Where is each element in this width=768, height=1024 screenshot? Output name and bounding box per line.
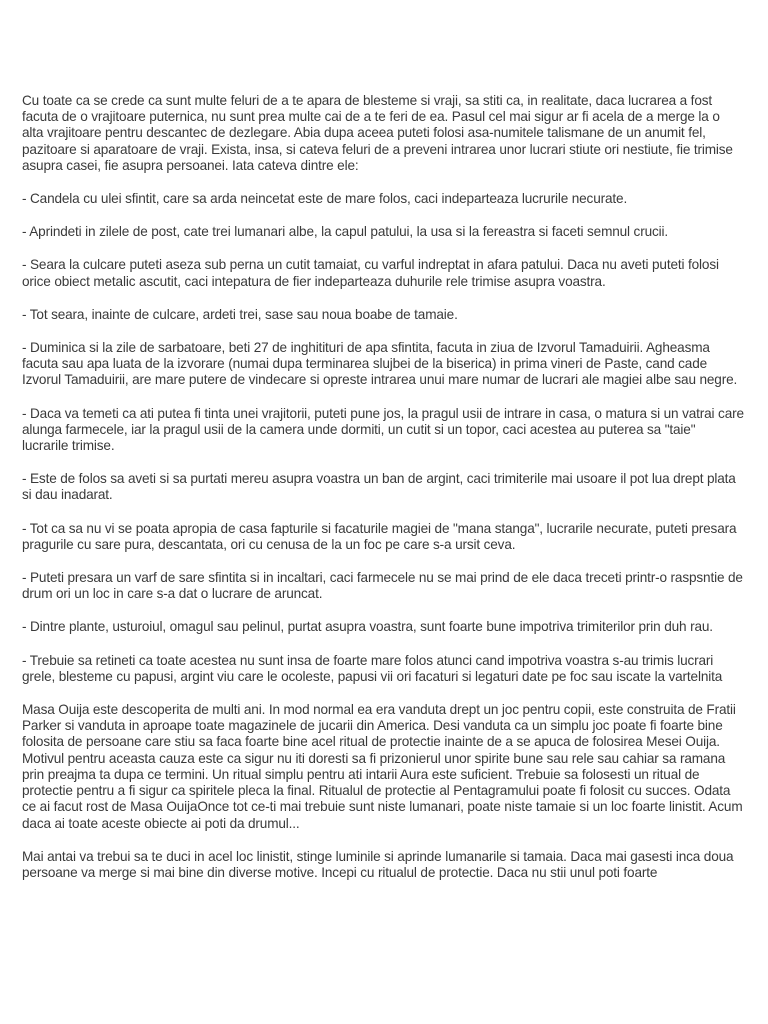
list-item: - Tot ca sa nu vi se poata apropia de casa fapturile si facaturile magiei de "mana stanga", lucrarile necurate, puteti presara pragurile cu sare pura, descantata, ori cu cenusa de la un foc pe care s-a ursit ceva. bbox=[22, 520, 737, 552]
list-item: - Este de folos sa aveti si sa purtati mereu asupra voastra un ban de argint, caci trimiterile mai usoare il pot lua drept plata si dau inadarat. bbox=[22, 471, 736, 503]
document-body bbox=[22, 93, 744, 898]
closing-paragraph: Mai antai va trebui sa te duci in acel loc linistit, stinge luminile si aprinde lumanarile si tamaia. Daca mai gasesti inca doua persoane va merge si mai bine din diverse motive. Incepi cu ritualul de protectie. Daca nu stii unul poti foarte bbox=[22, 848, 734, 880]
list-item: - Seara la culcare puteti aseza sub perna un cutit tamaiat, cu varful indreptat in afara patului. Daca nu aveti puteti folosi orice obiect metalic ascutit, caci intepatura de fier indeparteaza duhurile rele trimise asupra voastra. bbox=[22, 257, 719, 289]
list-item: - Puteti presara un varf de sare sfintita si in incaltari, caci farmecele nu se mai prind de ele daca treceti printr-o raspsntie de drum ori un loc in care s-a dat o lucrare de aruncat. bbox=[22, 570, 743, 602]
intro-paragraph: Cu toate ca se crede ca sunt multe feluri de a te apara de blesteme si vraji, sa stiti ca, in realitate, daca lucrarea a fost facuta de o vrajitoare puternica, nu sunt prea multe cai de a te feri de ea. Pasul cel mai sigur ar fi acela de a merge la o alta vrajitoare pentru descantec de dezlegare. Abia dupa aceea puteti folosi asa-numitele talismane de un anumit fel, pazitoare si aparatoare de vraji. Exista, insa, si cateva feluri de a preveni intrarea unor lucrari stiute ori nestiute, fie trimise asupra casei, fie asupra persoanei. Iata cateva dintre ele: bbox=[22, 93, 733, 173]
list-item: - Aprindeti in zilele de post, cate trei lumanari albe, la capul patului, la usa si la fereastra si faceti semnul crucii. bbox=[22, 224, 669, 240]
list-item: - Duminica si la zile de sarbatoare, beti 27 de inghitituri de apa sfintita, facuta in ziua de Izvorul Tamaduirii. Agheasma facuta sau apa luata de la izvorare (numai dupa terminarea slujbei de la biserica) in prima vineri de Paste, cand cade Izvorul Tamaduirii, are mare putere de vindecare si opreste intrarea unui mare numar de lucrari ale magiei albe sau negre. bbox=[22, 340, 738, 388]
list-item: - Trebuie sa retineti ca toate acestea nu sunt insa de foarte mare folos atunci cand impotriva voastra s-au trimis lucrari grele, blesteme cu papusi, argint viu care le ocoleste, papusi vii ori facaturi si legaturi date pe foc sau iscate la vartelnita bbox=[22, 652, 723, 684]
list-item: - Daca va temeti ca ati putea fi tinta unei vrajitorii, puteti pune jos, la pragul usii de intrare in casa, o matura si un vatrai care alunga farmecele, iar la pragul usii de la camera unde dormiti, un cutit si un topor, caci acestea au puterea sa "taie" lucrarile trimise. bbox=[22, 405, 744, 454]
list-item: - Candela cu ulei sfintit, care sa arda neincetat este de mare folos, caci indeparteaza lucrurile necurate. bbox=[22, 191, 628, 207]
list-item: - Dintre plante, usturoiul, omagul sau pelinul, purtat asupra voastra, sunt foarte bune impotriva trimiterilor prin duh rau. bbox=[22, 619, 713, 635]
list-item: - Tot seara, inainte de culcare, ardeti trei, sase sau noua boabe de tamaie. bbox=[22, 306, 458, 322]
ouija-paragraph: Masa Ouija este descoperita de multi ani. In mod normal ea era vanduta drept un joc pentru copii, este construita de Fratii Parker si vanduta in aproape toate magazinele de jucarii din America. Desi vanduta ca un simplu joc poate fi foarte bine folosita de persoane care stiu sa faca foarte bine acel ritual de protectie inainte de a se apuca de folosirea Mesei Ouija. Motivul pentru aceasta cauza este ca sigur nu iti doresti sa fi prizonierul unor spirite bune sau rele sau cahiar sa ramana prin preajma ta dupa ce termini. Un ritual simplu pentru ati intarii Aura este suficient. Trebuie sa folosesti un ritual de protectie pentru a fi sigur ca spiritele pleca la final. Ritualul de protectie al Pentagramului poate fi folosit cu succes. Odata ce ai facut rost de Masa OuijaOnce tot ce-ti mai trebuie sunt niste lumanari, poate niste tamaie si un loc foarte linistit. Acum daca ai toate aceste obiecte ai poti da drumul... bbox=[22, 702, 743, 831]
